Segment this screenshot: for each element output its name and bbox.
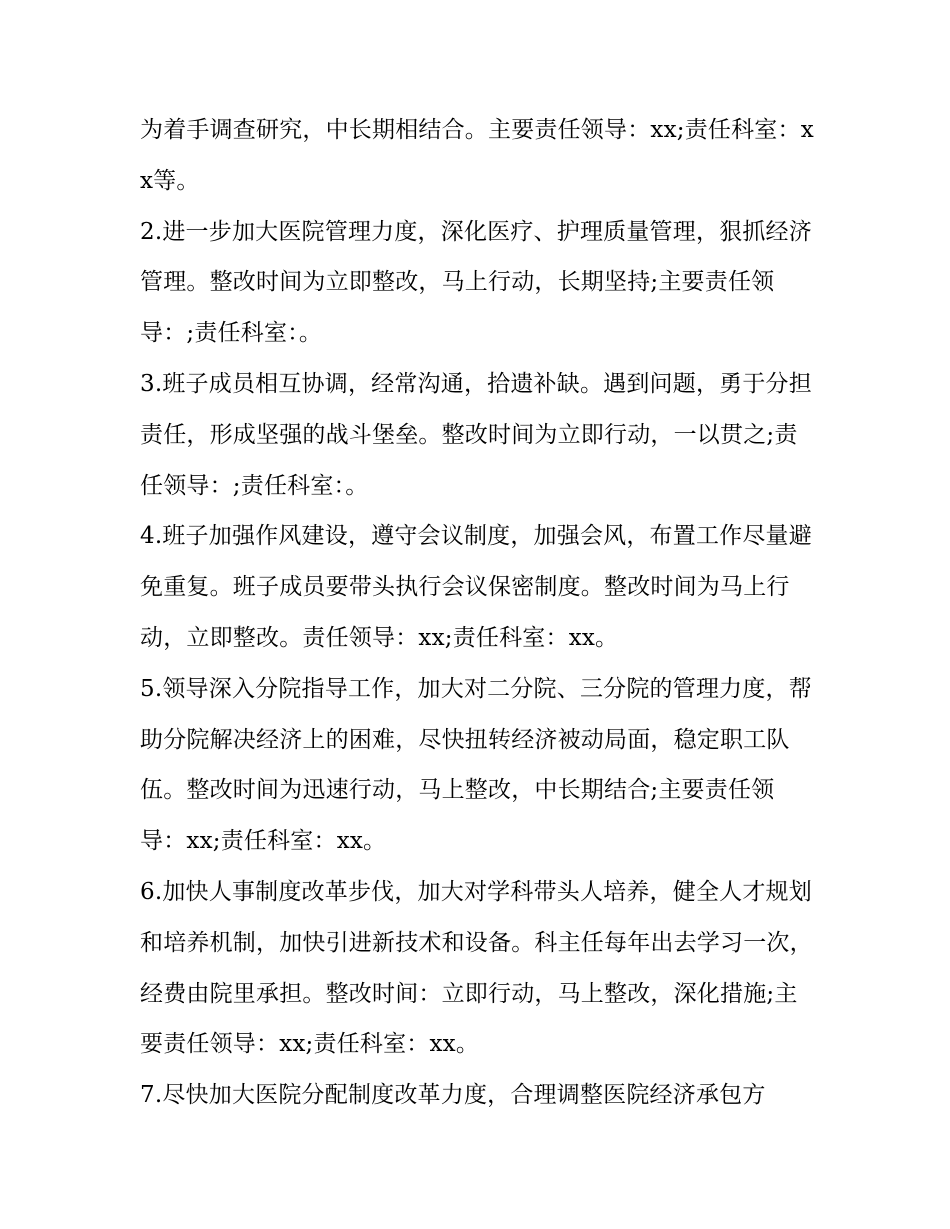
paragraph-4: 4.班子加强作风建设，遵守会议制度，加强会风，布置工作尽量避免重复。班子成员要带头执行会议保密制度。整改时间为马上行动，立即整改。责任领导：xx;责任科室：xx。 [140, 523, 812, 651]
document-body [140, 105, 820, 1121]
paragraph-3: 3.班子成员相互协调，经常沟通，拾遗补缺。遇到问题，勇于分担责任，形成坚强的战斗堡垒。整改时间为立即行动，一以贯之;责任领导：;责任科室：。 [140, 370, 812, 499]
paragraph-2: 2.进一步加大医院管理力度，深化医疗、护理质量管理，狠抓经济管理。整改时间为立即整改，马上行动，长期坚持;主要责任领导：;责任科室：。 [140, 218, 812, 347]
paragraph-1: 为着手调查研究，中长期相结合。主要责任领导：xx;责任科室：xx等。 [140, 117, 814, 194]
paragraph-5: 5.领导深入分院指导工作，加大对二分院、三分院的管理力度，帮助分院解决经济上的困难，尽快扭转经济被动局面，稳定职工队伍。整改时间为迅速行动，马上整改，中长期结合;主要责任领导：xx;责任科室：xx。 [140, 675, 812, 855]
paragraph-7: 7.尽快加大医院分配制度改革力度，合理调整医院经济承包方 [140, 1082, 766, 1109]
paragraph-6: 6.加快人事制度改革步伐，加大对学科带头人培养，健全人才规划和培养机制，加快引进新技术和设备。科主任每年出去学习一次，经费由院里承担。整改时间：立即行动，马上整改，深化措施;主要责任领导：xx;责任科室：xx。 [140, 878, 813, 1058]
